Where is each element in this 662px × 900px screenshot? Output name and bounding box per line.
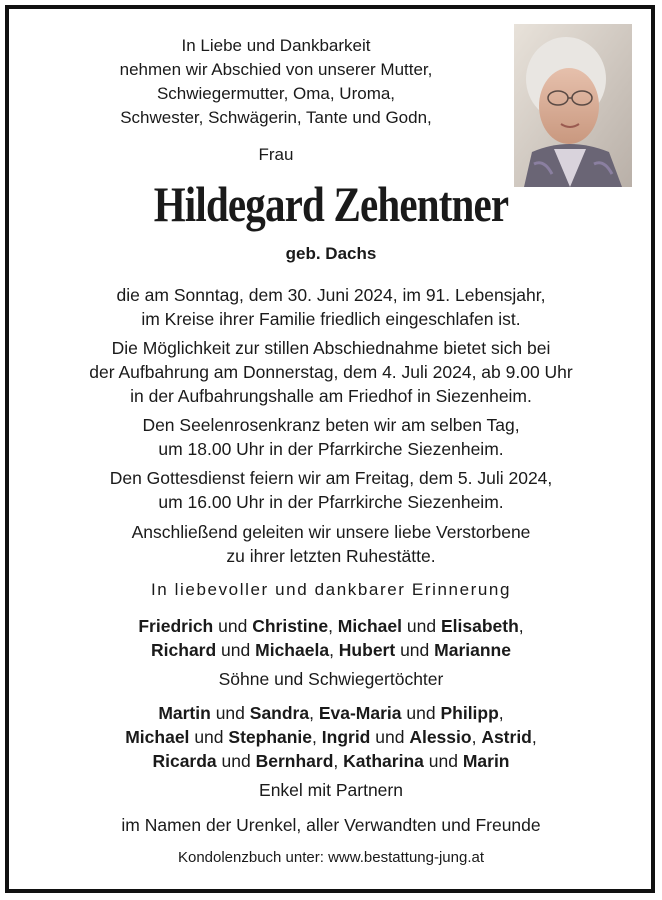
paragraph-4-line-2: um 16.00 Uhr in der Pfarrkirche Siezenheim. [158, 492, 504, 512]
salutation: Frau [258, 145, 294, 164]
grandchildren-line-2: Michael und Stephanie, Ingrid und Alessio, Astrid, [125, 727, 537, 747]
sons-line-2: Richard und Michaela, Hubert und Marianne [151, 640, 511, 660]
grandchildren-caption: Enkel mit Partnern [259, 780, 403, 800]
paragraph-3-line-2: um 18.00 Uhr in der Pfarrkirche Siezenheim. [158, 439, 504, 459]
memory-line: In liebevoller und dankbarer Erinnerung [150, 580, 512, 599]
paragraph-4-line-1: Den Gottesdienst feiern wir am Freitag, dem 5. Juli 2024, [109, 468, 553, 488]
sons-line-1: Friedrich und Christine, Michael und Elisabeth, [138, 616, 524, 636]
maiden-name: geb. Dachs [285, 244, 377, 263]
paragraph-3-line-1: Den Seelenrosenkranz beten wir am selben Tag, [142, 415, 520, 435]
paragraph-1-line-2: im Kreise ihrer Familie friedlich eingeschlafen ist. [141, 309, 521, 329]
grandchildren-line-3: Ricarda und Bernhard, Katharina und Marin [152, 751, 510, 771]
paragraph-2-line-1: Die Möglichkeit zur stillen Abschiednahme bietet sich bei [111, 338, 551, 358]
intro-line-2: nehmen wir Abschied von unserer Mutter, [119, 60, 433, 79]
intro-line-3: Schwiegermutter, Oma, Uroma, [156, 84, 396, 103]
closing-line: im Namen der Urenkel, aller Verwandten und Freunde [121, 815, 541, 835]
paragraph-1-line-1: die am Sonntag, dem 30. Juni 2024, im 91. Lebensjahr, [116, 285, 546, 305]
paragraph-2-line-2: der Aufbahrung am Donnerstag, dem 4. Juli 2024, ab 9.00 Uhr [89, 362, 573, 382]
deceased-name: Hildegard Zehentner [153, 176, 509, 232]
intro-line-4: Schwester, Schwägerin, Tante und Godn, [120, 108, 432, 127]
intro-line-1: In Liebe und Dankbarkeit [181, 36, 371, 55]
paragraph-2-line-3: in der Aufbahrungshalle am Friedhof in Siezenheim. [130, 386, 532, 406]
paragraph-5-line-1: Anschließend geleiten wir unsere liebe Verstorbene [131, 522, 531, 542]
grandchildren-line-1: Martin und Sandra, Eva-Maria und Philipp, [158, 703, 504, 723]
portrait-photo [514, 24, 632, 187]
paragraph-5-line-2: zu ihrer letzten Ruhestätte. [226, 546, 436, 566]
sons-caption: Söhne und Schwiegertöchter [218, 669, 444, 689]
condolence-link[interactable]: Kondolenzbuch unter: www.bestattung-jung.at [177, 849, 485, 866]
